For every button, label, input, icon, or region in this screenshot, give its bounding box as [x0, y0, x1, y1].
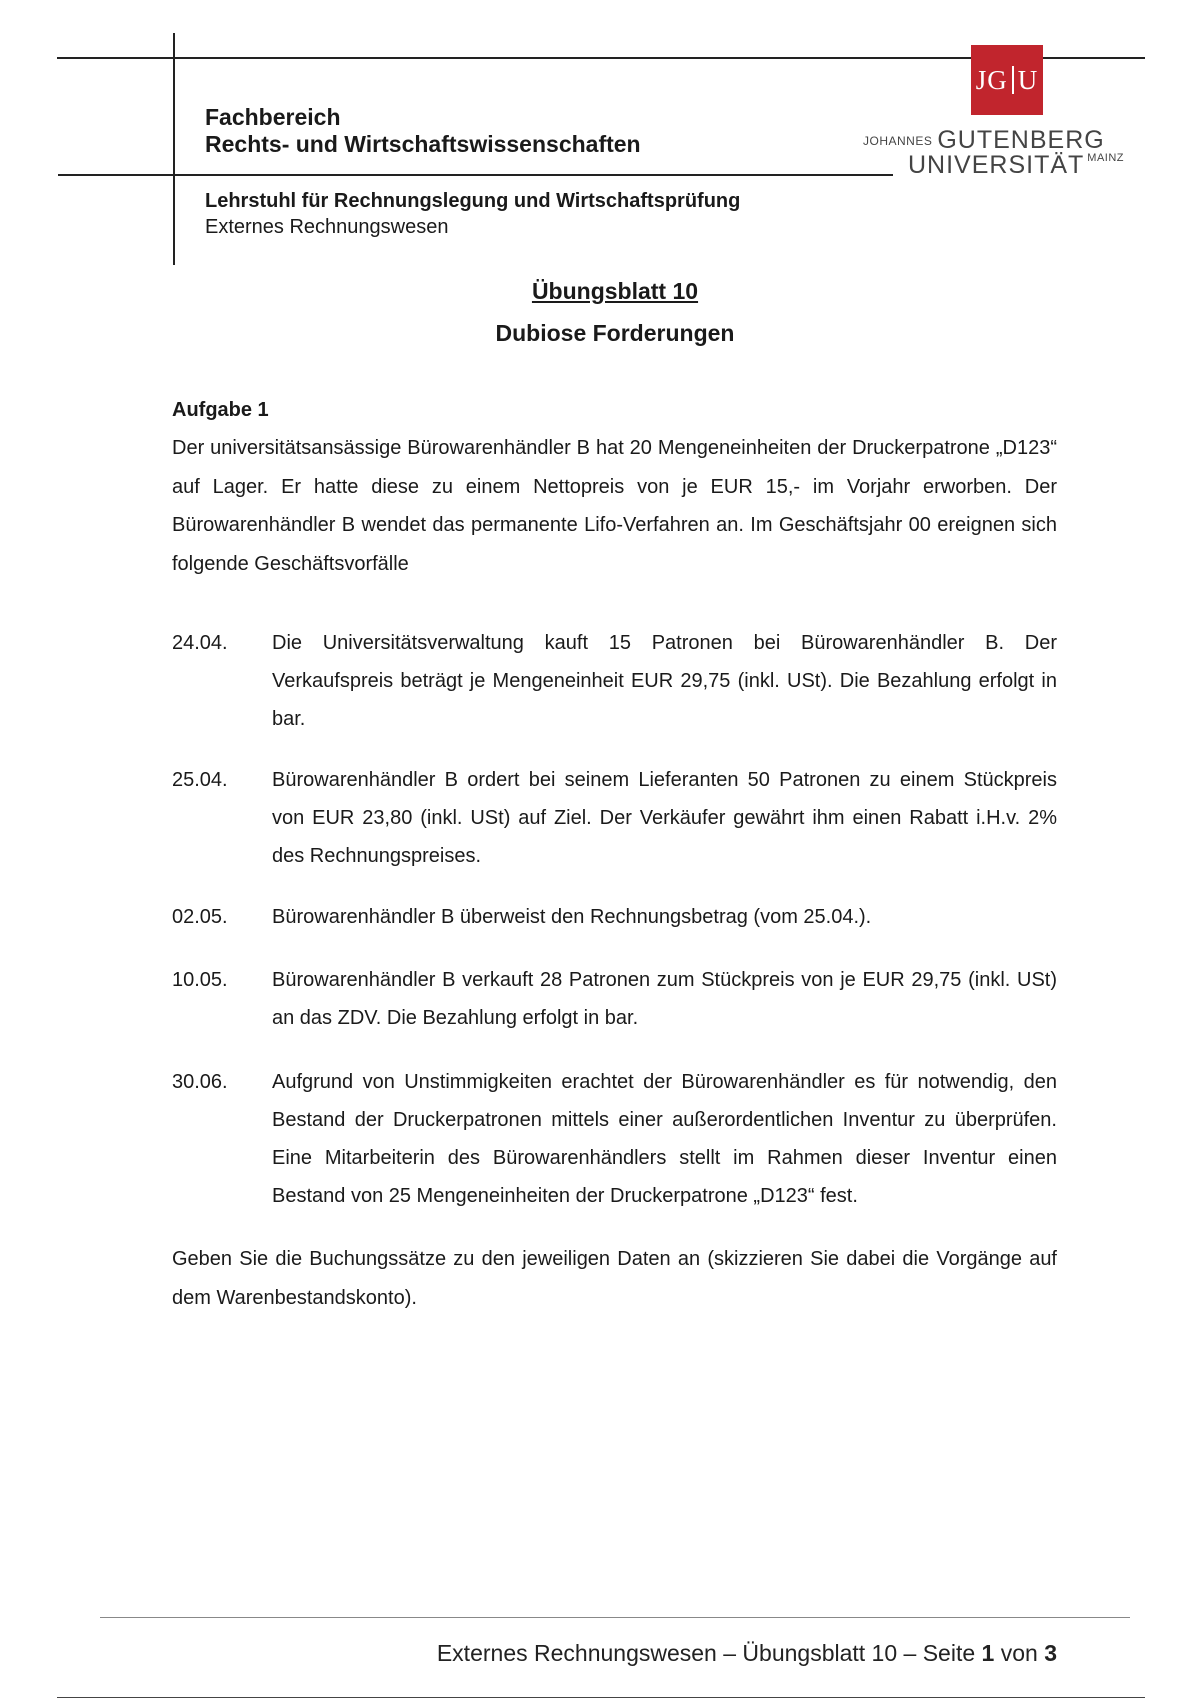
faculty-line-2: Rechts- und Wirtschaftswissenschaften [205, 131, 641, 157]
entry-date: 25.04. [172, 769, 228, 791]
logo-name: GUTENBERG [937, 126, 1105, 154]
chair-name: Lehrstuhl für Rechnungslegung und Wirtschaftsprüfung [205, 190, 741, 212]
header-middle-rule [58, 174, 893, 176]
entry-date: 02.05. [172, 906, 228, 928]
logo-letters-right: U [1017, 64, 1039, 95]
entry-text: Aufgrund von Unstimmigkeiten erachtet der Bürowarenhändler es für notwendig, den Bestand der Druckerpatronen mittels einer außerordentlichen Inventur zu überprüfen. Eine Mitarbeiterin des Bürowarenhändlers stellt im Rahmen dieser Inventur einen Bestand von 25 Mengeneinheiten der Druckerpatrone „D123“ fest. [272, 1071, 1057, 1207]
entry-date: 10.05. [172, 969, 228, 991]
entry-text: Bürowarenhändler B ordert bei seinem Lieferanten 50 Patronen zu einem Stückpreis von EUR 23,80 (inkl. USt) auf Ziel. Der Verkäufer gewährt ihm einen Rabatt i.H.v. 2% des Rechnungspreises. [272, 769, 1057, 867]
header-vertical-rule [173, 33, 175, 265]
transaction-entry [172, 624, 1057, 738]
department-name: Externes Rechnungswesen [205, 216, 449, 238]
footer-prefix: Externes Rechnungswesen – Übungsblatt 10 – Seite [436, 1640, 976, 1666]
sheet-title: Übungsblatt 10 [531, 278, 699, 304]
transaction-entry [172, 898, 1057, 936]
logo-city: MAINZ [1087, 152, 1125, 164]
task-heading: Aufgabe 1 [172, 399, 269, 421]
sheet-subtitle: Dubiose Forderungen [495, 320, 735, 346]
chair-block [205, 188, 740, 240]
footer-of-label: von [1000, 1640, 1038, 1666]
jgu-logo-mark [971, 45, 1043, 115]
transaction-entry [172, 761, 1057, 875]
faculty-line-1: Fachbereich [205, 104, 341, 130]
transaction-entry [172, 961, 1057, 1037]
page-footer [437, 1640, 1057, 1667]
entry-text: Die Universitätsverwaltung kauft 15 Patronen bei Bürowarenhändler B. Der Verkaufspreis beträgt je Mengeneinheit EUR 29,75 (inkl. USt). Die Bezahlung erfolgt in bar. [272, 632, 1057, 730]
bottom-rule [57, 1697, 1145, 1698]
logo-university: UNIVERSITÄT [908, 151, 1085, 179]
transaction-entry [172, 1063, 1057, 1215]
logo-letters-left: JG [975, 64, 1008, 95]
entry-text: Bürowarenhändler B überweist den Rechnungsbetrag (vom 25.04.). [272, 906, 872, 928]
logo-prefix: JOHANNES [863, 134, 933, 148]
entry-date: 24.04. [172, 632, 228, 654]
footer-current-page: 1 [981, 1640, 995, 1666]
entry-text: Bürowarenhändler B verkauft 28 Patronen zum Stückpreis von je EUR 29,75 (inkl. USt) an das ZDV. Die Bezahlung erfolgt in bar. [272, 969, 1057, 1029]
faculty-name [205, 104, 641, 158]
footer-total-pages: 3 [1044, 1640, 1057, 1666]
task-intro: Der universitätsansässige Bürowarenhändler B hat 20 Mengeneinheiten der Druckerpatrone „D123“ auf Lager. Er hatte diese zu einem Nettopreis von je EUR 15,- im Vorjahr erworben. Der Bürowarenhändler B wendet das permanente Lifo-Verfahren an. Im Geschäftsjahr 00 ereignen sich folgende Geschäftsvorfälle [172, 437, 1057, 575]
logo-divider [1012, 66, 1014, 94]
task-instruction: Geben Sie die Buchungssätze zu den jeweiligen Daten an (skizzieren Sie dabei die Vorgänge auf dem Warenbestandskonto). [172, 1248, 1057, 1309]
footer-rule [100, 1617, 1130, 1618]
entry-date: 30.06. [172, 1071, 228, 1093]
university-wordmark [863, 126, 1125, 180]
